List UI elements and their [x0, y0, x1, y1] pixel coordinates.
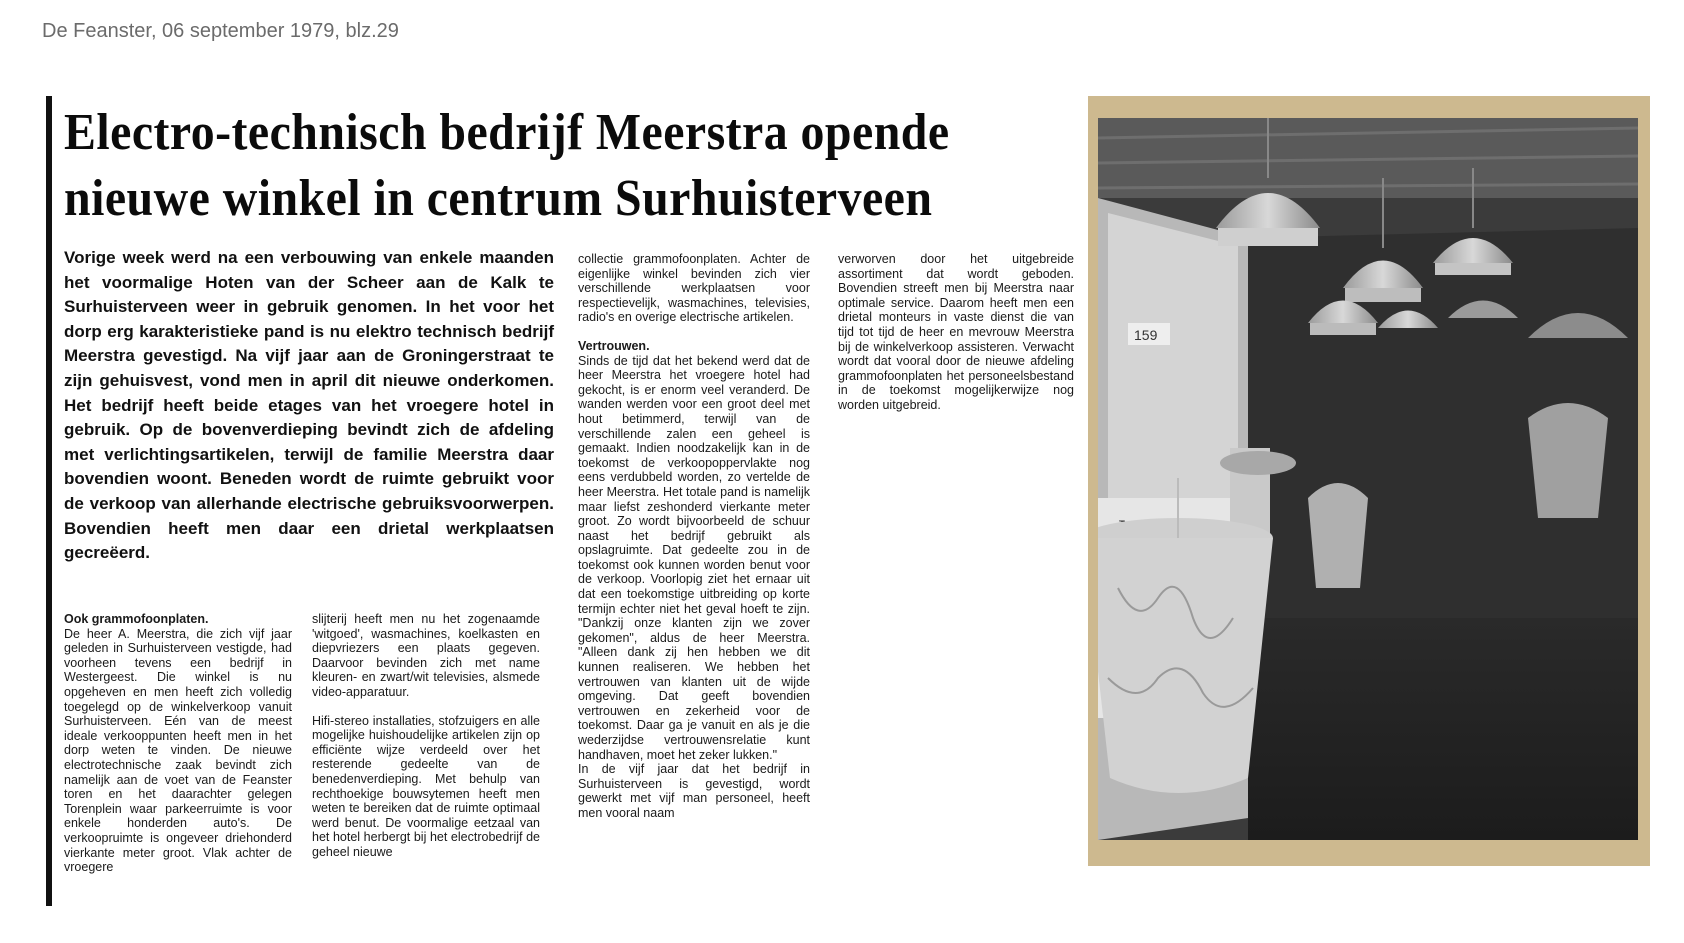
subhead-grammofoonplaten: Ook grammofoonplaten. [64, 612, 209, 626]
article-photo [1088, 96, 1650, 866]
column-2-paragraph-2: Hifi-stereo installaties, stofzuigers en alle mogelijke huishoudelijke artikelen zijn op efficiënte wijze verdeeld over het resterende gedeelte van de benedenverdieping. Met behulp van rechthoekige bouwsytemen heeft men weten te bereiken dat de ruimte optimaal werd benut. De voormalige eetzaal van het hotel herbergt bij het electrobedrijf de geheel nieuwe [312, 713, 540, 859]
column-1 [64, 612, 292, 875]
headline-line-1: Electro-technisch bedrijf Meerstra opende [64, 104, 950, 161]
column-4-text: verworven door het uitgebreide assortiment dat wordt geboden. Bovendien streeft men bij Meerstra naar optimale service. Daarom heeft men een drietal monteurs in vaste dienst die van tijd tot tijd de heer en mevrouw Meerstra bij de winkelverkoop assisteren. Verwacht wordt dat vooral door de nieuwe afdeling grammofoonplaten het personeelsbestand in de toekomst mogelijkerwijze nog worden uitgebreid. [838, 252, 1074, 412]
column-4 [838, 252, 1074, 413]
column-1-text: De heer A. Meerstra, die zich vijf jaar geleden in Surhuisterveen vestigde, had voorheen tevens een bedrijf in Westergeest. Die winkel is nu opgeheven en men heeft zich volledig toegelegd op de winkelverkoop vanuit Surhuisterveen. Eén van de meest ideale verkooppunten heeft men in het dorp weten te vinden. De nieuwe electrotechnische zaak bevindt zich namelijk aan de voet van de Feanster toren en het daarachter gelegen Torenplein waar parkeerruimte is voor enkele honderden auto's. De verkoopruimte is ongeveer driehonderd vierkante meter groot. Vlak achter de vroegere [64, 626, 292, 875]
foreground-drum-shade [1098, 478, 1273, 793]
shop-interior-illustration [1098, 118, 1638, 840]
column-2 [312, 612, 540, 860]
floor [1248, 618, 1638, 840]
column-3-paragraph-2: Sinds de tijd dat het bekend werd dat de heer Meerstra het vroegere hotel had gekocht, is er enorm veel veranderd. De wanden werden voor een groot deel met hout betimmerd, terwijl van de verschillende zalen een geheel is gemaakt. Indien noodzakelijk kan in de toekomst de verkoopoppervlakte nog eens verdubbeld worden, zo vertelde de heer Meerstra. Het totale pand is namelijk maar liefst zeshonderd vierkante meter groot. Zo wordt bijvoorbeeld de schuur naast het bedrijf gebruikt als opslagruimte. Dat gedeelte zou in de toekomst ook kunnen worden benut voor de verkoop. Voorlopig ziet het ernaar uit dat een toekomstige uitbreiding op korte termijn echter niet het geval hoeft te zijn. "Dankzij onze klanten zijn we zover gekomen", aldus de heer Meerstra. "Alleen dank zij hen hebben we dit kunnen realiseren. We hebben het vertrouwen van klanten uit de wijde omgeving. Dat geeft bovendien vertrouwen en zekerheid voor de toekomst. Daar ga je vanuit en als je die wederzijdse vertrouwensrelatie kunt handhaven, moet het zeker lukken." [578, 353, 810, 762]
subhead-vertrouwen: Vertrouwen. [578, 338, 650, 353]
column-3 [578, 252, 810, 821]
window-display [1108, 213, 1238, 518]
column-3-paragraph-3: In de vijf jaar dat het bedrijf in Surhuisterveen is gevestigd, wordt gewerkt met vijf man personeel, heeft men vooral naam [578, 762, 810, 820]
shelf-tag-number: 159 [1134, 327, 1158, 343]
photo-shop-interior [1098, 118, 1638, 840]
headline [64, 100, 993, 232]
headline-line-2: nieuwe winkel in centrum Surhuisterveen [64, 170, 933, 227]
lead-paragraph: Vorige week werd na een verbouwing van enkele maanden het voormalige Hoten van der Scheer aan de Kalk te Surhuisterveen weer in gebruik genomen. In het voor het dorp erg karakteristieke pand is nu elektro technisch bedrijf Meerstra gevestigd. Na vijf jaar aan de Groningerstraat te zijn gehuisvest, vond men in april dit nieuwe onderkomen. Het bedrijf heeft beide etages van het vroegere hotel in gebruik. Op de bovenverdieping bevindt zich de afdeling met verlichtingsartikelen, terwijl de familie Meerstra daar bovendien woont. Beneden wordt de ruimte gebruikt voor de verkoop van allerhande electrische gebruiksvoorwerpen. Bovendien heeft men daar een drietal werkplaatsen gecreëerd. [64, 248, 554, 563]
source-caption: De Feanster, 06 september 1979, blz.29 [42, 20, 399, 42]
column-2-paragraph-1: slijterij heeft men nu het zogenaamde 'witgoed', wasmachines, koelkasten en diepvriezers een plaats gegeven. Daarvoor bevinden zich met name kleuren- en zwart/wit televisies, alsmede video-apparatuur. [312, 612, 540, 699]
column-3-paragraph-1: collectie grammofoonplaten. Achter de eigenlijke winkel bevinden zich vier verschillende werkplaatsen voor respectievelijk, wasmachines, televisies, radio's en overige electrische artikelen. [578, 252, 810, 325]
article-rule [46, 96, 52, 906]
